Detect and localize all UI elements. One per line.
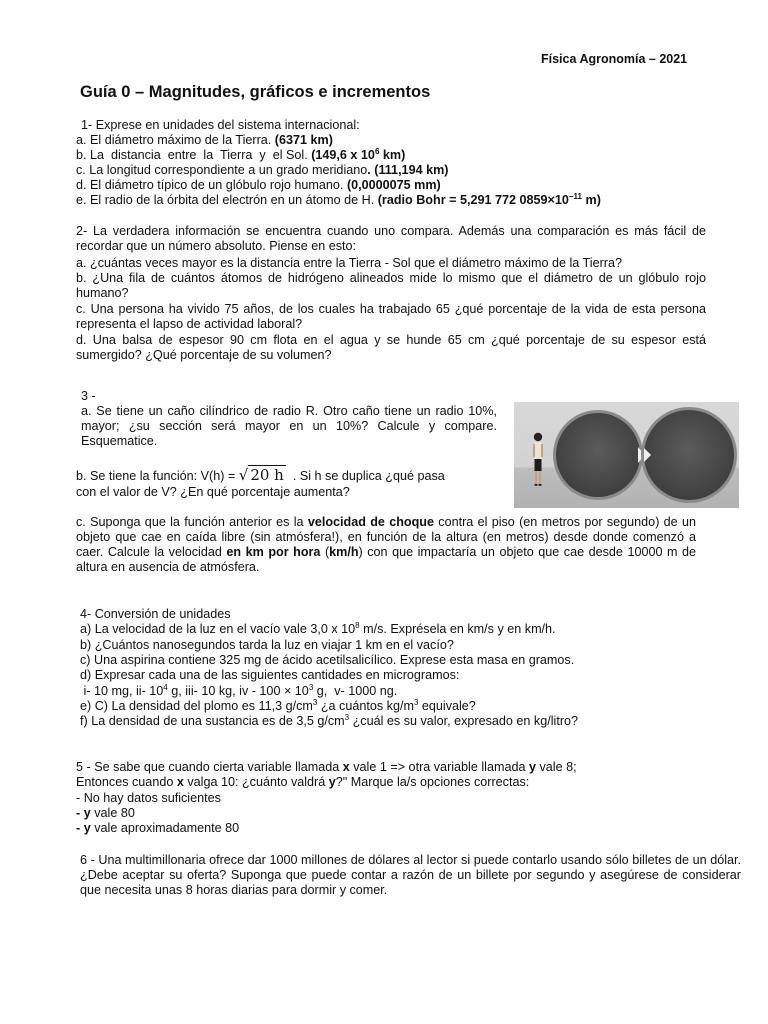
q2-item-d: d. Una balsa de espesor 90 cm flota en el agua y se hunde 65 cm ¿qué porcentaje de su espesor está sumergido? ¿Qué porcentaje de su volumen? xyxy=(76,333,706,362)
q1-item-b: b. La distancia entre la Tierra y el Sol. (149,6 x $10^6$ km) xyxy=(76,147,406,162)
q3-item-a: a. Se tiene un caño cilíndrico de radio R. Otro caño tiene un radio 10%, mayor; ¿su sección será mayor en un 10%? Calcule y compare. Esquematice. xyxy=(81,404,497,448)
q3-item-c: c. Suponga que la función anterior es la velocidad de choque contra el piso (en metros por segundo) de un objeto que cae en caída libre (sin atmósfera!), en función de la altura (en metros) desde donde comenzó a caer. Calcule la velocidad en km por hora (km/h) con que impactaría un objeto que cae desde 10000 m de altura en ausencia de atmósfera. xyxy=(76,515,696,574)
q4-item-b: b) ¿Cuántos nanosegundos tarda la luz en viajar 1 km en el vacío? xyxy=(80,638,454,652)
q1-item-d: d. El diámetro típico de un glóbulo rojo humano. (0,0000075 mm) xyxy=(76,178,441,192)
q5-line-2: Entonces cuando x valga 10: ¿cuánto valdrá y?" Marque la/s opciones correctas: xyxy=(76,775,530,789)
q5-option-2: - y vale 80 xyxy=(76,806,135,820)
q2-item-a: a. ¿cuántas veces mayor es la distancia entre la Tierra - Sol que el diámetro máximo de la Tierra? xyxy=(76,256,622,270)
q4-item-f: f) La densidad de una sustancia es de 3,5 $g/cm^3$ ¿cuál es su valor, expresado en kg/litro? xyxy=(80,713,579,728)
large-pipe-cross-section xyxy=(641,407,737,503)
q4-item-e: e) C) La densidad del plomo es 11,3 $g/cm^3$ ¿a cuántos $kg/m^3$ equivale? xyxy=(80,698,476,713)
course-header: Física Agronomía – 2021 xyxy=(541,52,688,66)
q4-item-d: d) Expresar cada una de las siguientes cantidades en microgramos: xyxy=(80,668,460,682)
q3-label: 3 - xyxy=(81,389,96,403)
q2-item-c: c. Una persona ha vivido 75 años, de los cuales ha trabajado 65 ¿qué porcentaje de la vida de esta persona representa el lapso de actividad laboral? xyxy=(76,302,706,331)
q4-title: 4- Conversión de unidades xyxy=(80,607,231,621)
q1-item-e: e. El radio de la órbita del electrón en un átomo de H. (radio Bohr = 5,291 772 $0859\times 10^{-11}$ m) xyxy=(76,192,601,207)
q1-item-c: c. La longitud correspondiente a un grado meridiano. (111,194 km) xyxy=(76,163,449,177)
page-title: Guía 0 – Magnitudes, gráficos e incrementos xyxy=(80,83,431,101)
question-6: 6 - Una multimillonaria ofrece dar 1000 millones de dólares al lector si puede contarlo usando sólo billetes de un dólar. ¿Debe aceptar su oferta? Suponga que puede contar a razón de un billete por segundo y asegúrese de considerar que necesita unas 8 horas diarias para dormir y comer. xyxy=(80,853,741,897)
q5-line-1: 5 - Se sabe que cuando cierta variable llamada x vale 1 => otra variable llamada y vale 8; xyxy=(76,760,577,774)
pipes-comparison-figure xyxy=(514,402,739,508)
q3-item-b-line2: con el valor de V? ¿En qué porcentaje aumenta? xyxy=(76,485,350,499)
q2-intro: 2- La verdadera información se encuentra cuando uno compara. Además una comparación es más fácil de recordar que un número absoluto. Piense en esto: xyxy=(76,224,706,253)
q1-intro: 1- Exprese en unidades del sistema internacional: xyxy=(81,118,360,132)
q3-item-b: b. Se tiene la función: V(h) = √ 20 h . Si h se duplica ¿qué pasa xyxy=(76,466,445,484)
sqrt-expression: √ 20 h xyxy=(238,466,284,484)
q1-item-a: a. El diámetro máximo de la Tierra. (6371 km) xyxy=(76,133,333,147)
q4-item-a: a) La velocidad de la luz en el vacío vale 3,0 x $10^8$ m/s. Exprésela en km/s y en km/h. xyxy=(80,621,556,636)
q2-item-b: b. ¿Una fila de cuántos átomos de hidrógeno alineados mide lo mismo que el diámetro de un glóbulo rojo humano? xyxy=(76,271,706,300)
q5-option-3: - y vale aproximadamente 80 xyxy=(76,821,240,835)
q4-item-c: c) Una aspirina contiene 325 mg de ácido acetilsalicílico. Exprese esta masa en gramos. xyxy=(80,653,575,667)
q4-item-d-values: i- 10 mg, ii- $10^4$ g, iii- 10 kg, iv - $100 \times 10^3$ g, v- 1000 ng. xyxy=(80,683,398,698)
q5-option-1: - No hay datos suficientes xyxy=(76,791,221,805)
